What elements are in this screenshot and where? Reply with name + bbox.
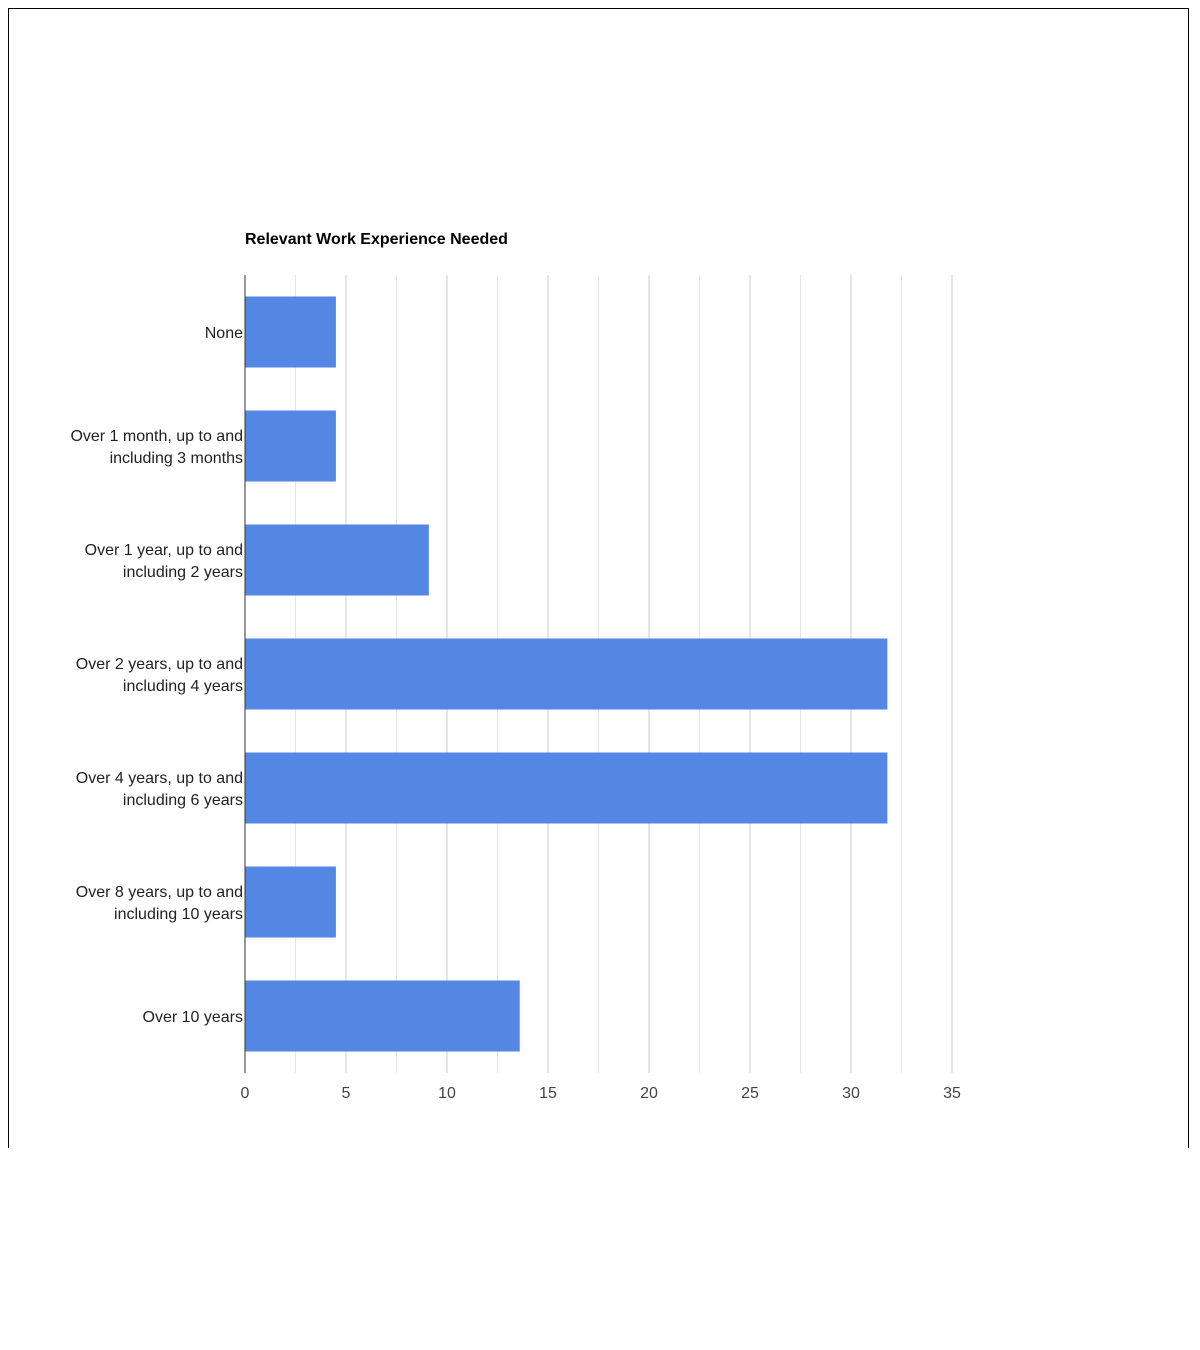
category-labels	[70, 325, 243, 1026]
x-axis-tick-labels	[241, 1085, 961, 1102]
category-label: Over 2 years, up to and including 4 years	[75, 656, 243, 695]
category-label: Over 1 month, up to and including 3 months	[70, 428, 243, 467]
bar	[245, 867, 336, 938]
bar	[245, 753, 887, 824]
x-tick-label: 35	[943, 1085, 961, 1102]
category-label: Over 8 years, up to and including 10 years	[75, 884, 243, 923]
x-tick-label: 30	[842, 1085, 860, 1102]
x-tick-label: 15	[539, 1085, 557, 1102]
category-label: Over 10 years	[142, 1009, 243, 1026]
bars	[245, 297, 887, 1052]
category-label: Over 4 years, up to and including 6 years	[75, 770, 243, 809]
bar	[245, 639, 887, 710]
bar	[245, 981, 520, 1052]
bar	[245, 525, 429, 596]
x-tick-label: 20	[640, 1085, 658, 1102]
bar	[245, 297, 336, 368]
x-tick-label: 5	[341, 1085, 351, 1102]
chart-title: Relevant Work Experience Needed	[245, 231, 508, 248]
bar	[245, 411, 336, 482]
x-tick-label: 25	[741, 1085, 759, 1102]
x-tick-label: 0	[240, 1085, 250, 1102]
category-label: None	[204, 325, 243, 342]
category-label: Over 1 year, up to and including 2 years	[84, 542, 243, 581]
x-tick-label: 10	[438, 1085, 456, 1102]
